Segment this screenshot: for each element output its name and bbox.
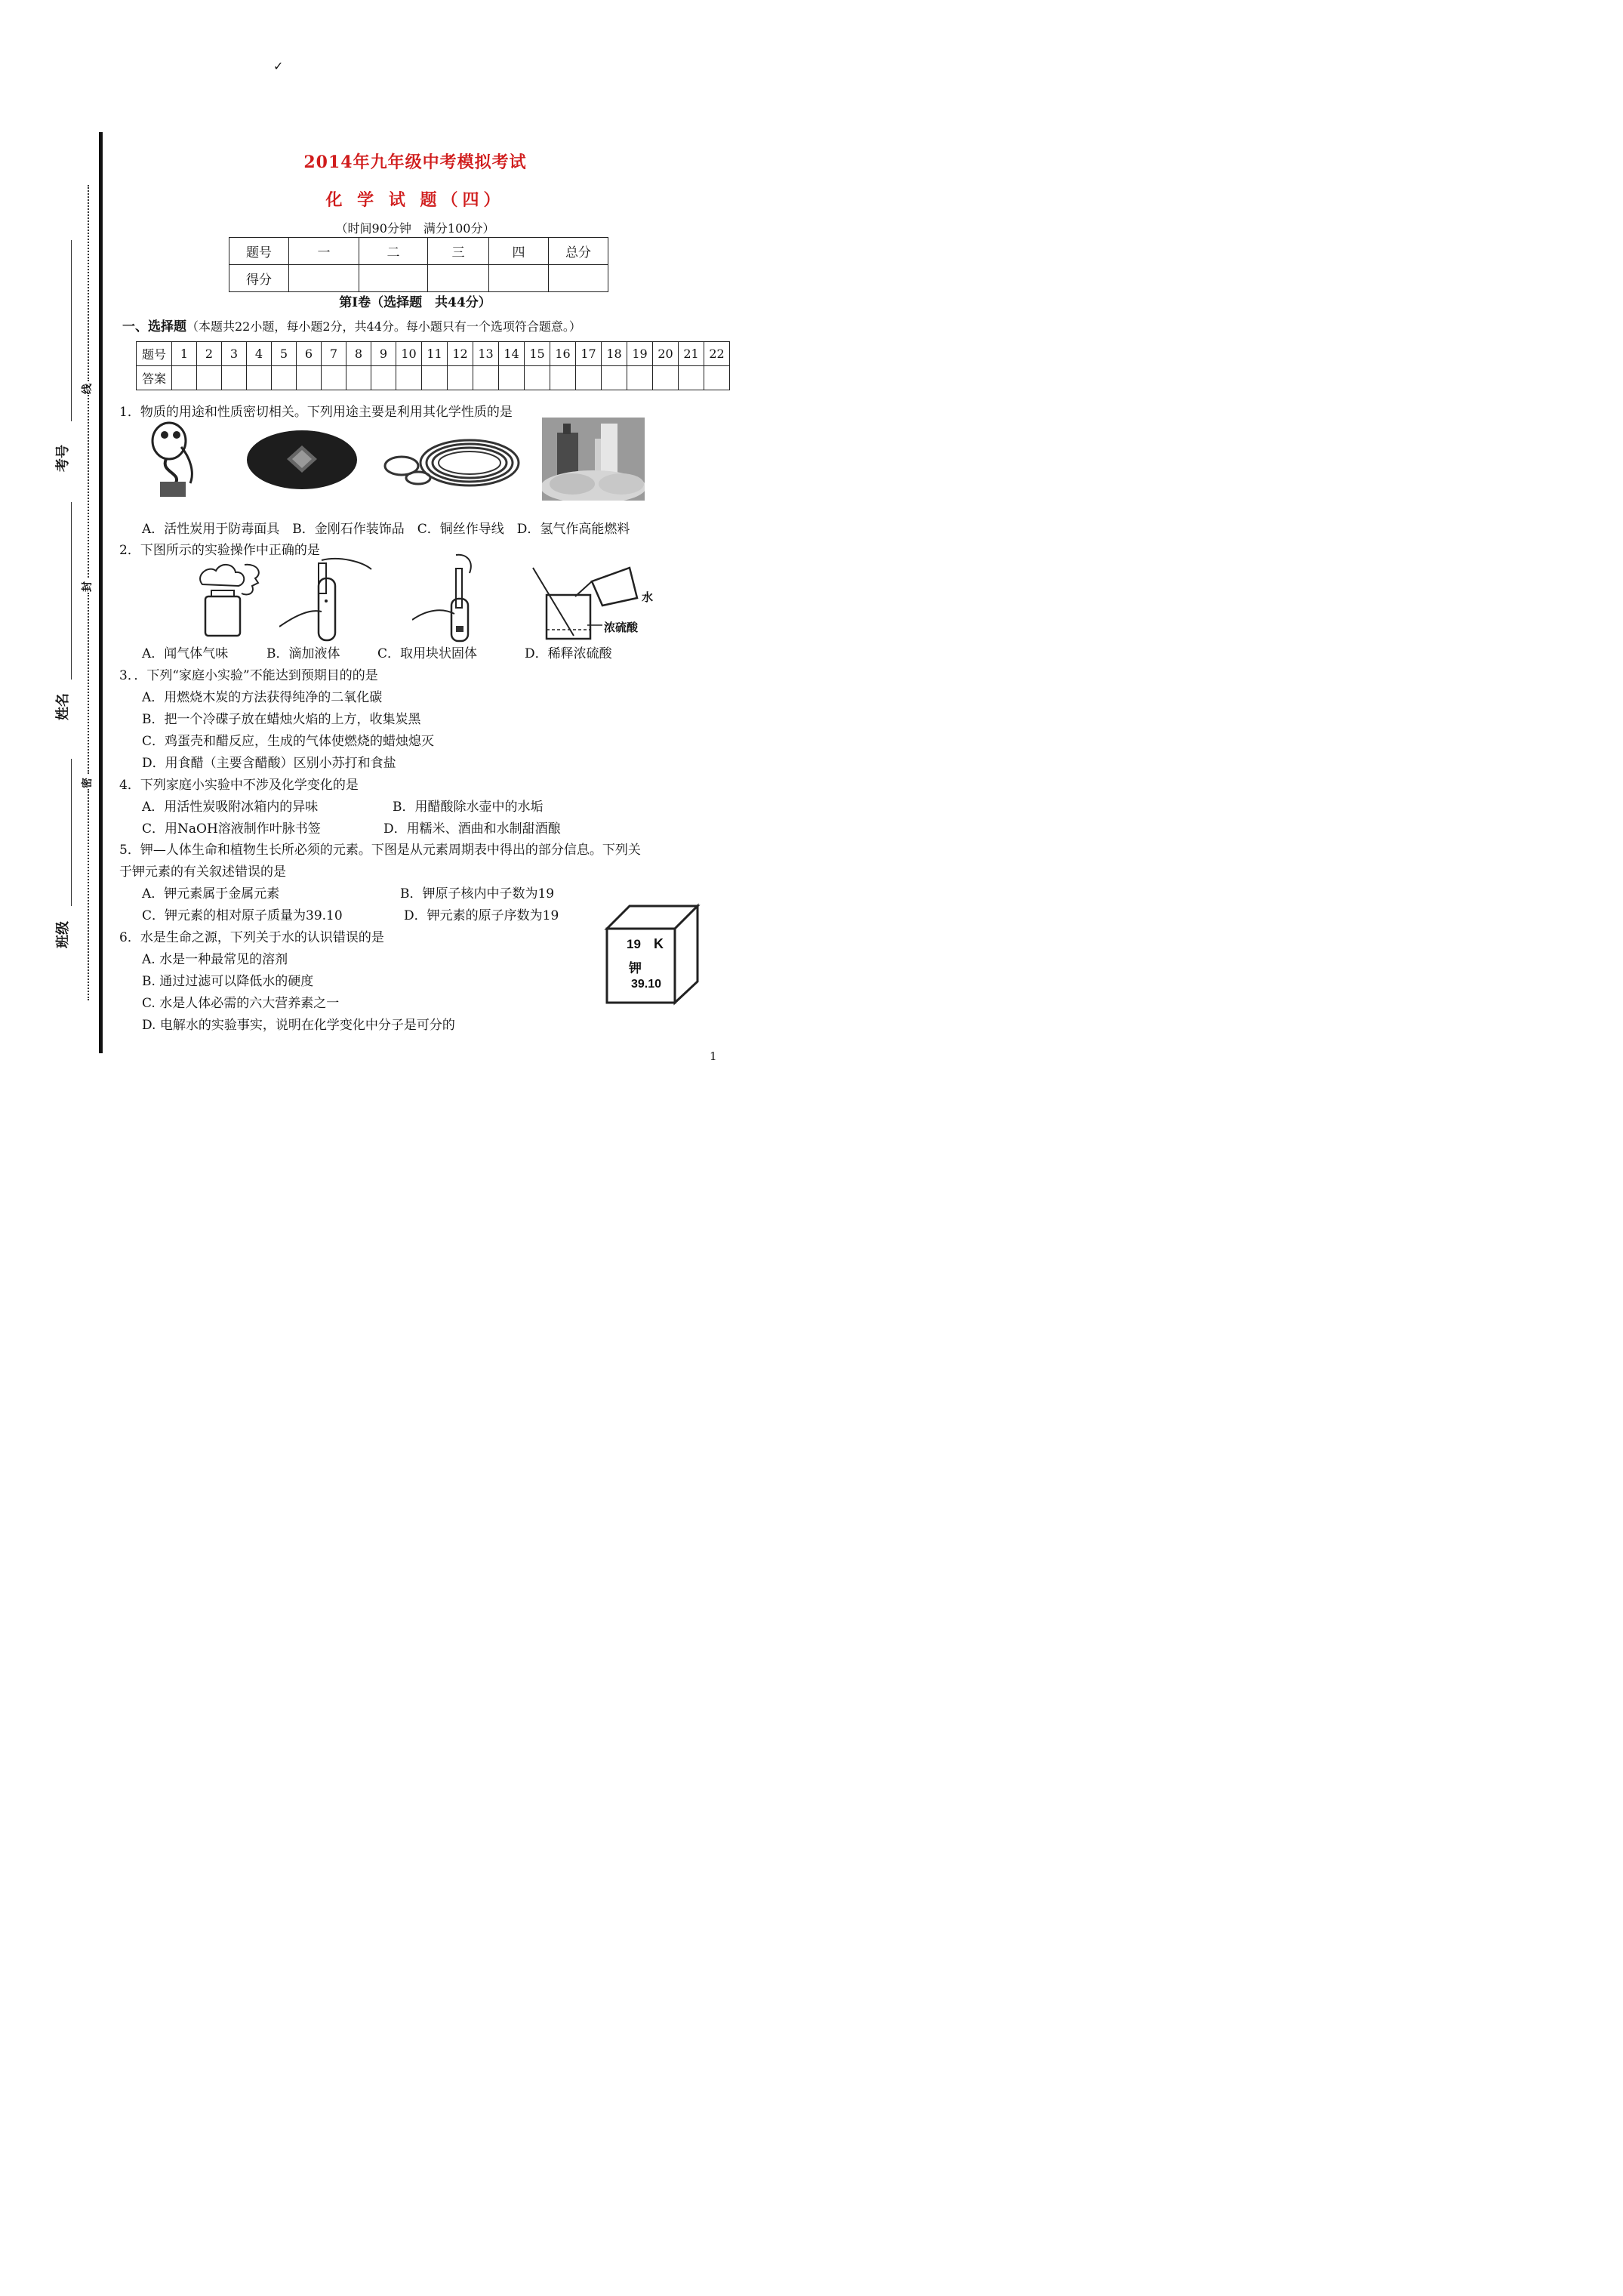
seal-char-mi: 密 bbox=[82, 778, 94, 788]
answer-input-cell[interactable] bbox=[525, 366, 550, 390]
binding-line bbox=[99, 132, 103, 1053]
answer-input-cell[interactable] bbox=[627, 366, 653, 390]
answer-input-cell[interactable] bbox=[297, 366, 322, 390]
page-number: 1 bbox=[710, 1049, 717, 1063]
answer-input-cell[interactable] bbox=[499, 366, 525, 390]
q5-stem-line2: 于钾元素的有关叙述错误的是 bbox=[119, 864, 286, 880]
answer-number-cell: 13 bbox=[473, 342, 499, 366]
answer-number-cell: 11 bbox=[422, 342, 448, 366]
answer-number-cell: 21 bbox=[679, 342, 704, 366]
q2-option-c: C．取用块状固体 bbox=[377, 646, 478, 661]
check-mark: ✓ bbox=[273, 59, 284, 73]
answer-number-cell: 10 bbox=[396, 342, 422, 366]
answer-number-cell: 19 bbox=[627, 342, 653, 366]
answer-input-cell[interactable] bbox=[422, 366, 448, 390]
answer-input-cell[interactable] bbox=[371, 366, 396, 390]
q4-option-b: B．用醋酸除水壶中的水垢 bbox=[393, 800, 544, 815]
q4-option-d: D．用糯米、酒曲和水制甜酒酿 bbox=[383, 821, 561, 837]
answer-input-cell[interactable] bbox=[272, 366, 297, 390]
q1-stem: 1．物质的用途和性质密切相关。下列用途主要是利用其化学性质的是 bbox=[119, 405, 513, 420]
copper-wire-image bbox=[379, 434, 522, 495]
score-input-cell[interactable] bbox=[489, 265, 549, 292]
q6-option-b: B. 通过过滤可以降低水的硬度 bbox=[142, 974, 314, 989]
answer-input-cell[interactable] bbox=[396, 366, 422, 390]
score-table bbox=[229, 237, 608, 292]
section1-heading: 一、选择题 bbox=[122, 319, 186, 334]
q3-stem: 3．．下列“家庭小实验”不能达到预期目的的是 bbox=[119, 668, 378, 683]
element-mass: 39.10 bbox=[631, 978, 662, 991]
answer-input-cell[interactable] bbox=[602, 366, 627, 390]
q5-option-d: D．钾元素的原子序数为19 bbox=[404, 908, 559, 923]
smell-gas-figure bbox=[195, 560, 270, 640]
answer-number-cell: 14 bbox=[499, 342, 525, 366]
exam-number-label: 考号 bbox=[55, 445, 71, 472]
q5-option-b: B．钾原子核内中子数为19 bbox=[400, 886, 555, 901]
answer-number-cell: 2 bbox=[197, 342, 222, 366]
q5-option-c: C．钾元素的相对原子质量为39.10 bbox=[142, 908, 343, 923]
dotted-seal-line bbox=[88, 185, 89, 381]
answer-input-cell[interactable] bbox=[473, 366, 499, 390]
part-title: 第Ⅰ卷（选择题 共44分） bbox=[339, 295, 491, 310]
answer-table bbox=[136, 341, 730, 390]
score-header-cell: 一 bbox=[289, 238, 359, 265]
exam-info: （时间90分钟 满分100分） bbox=[335, 221, 495, 236]
q4-stem: 4．下列家庭小实验中不涉及化学变化的是 bbox=[119, 778, 359, 793]
q6-option-c: C. 水是人体必需的六大营养素之一 bbox=[142, 996, 340, 1011]
score-header-cell: 题号 bbox=[229, 238, 289, 265]
answer-number-cell: 12 bbox=[448, 342, 473, 366]
element-symbol: K bbox=[654, 936, 664, 951]
score-header-cell: 二 bbox=[359, 238, 428, 265]
exam-subtitle: 化 学 试 题（四） bbox=[325, 190, 505, 210]
q1-options: A．活性炭用于防毒面具 B．金刚石作装饰品 C．铜丝作导线 D．氢气作高能燃料 bbox=[142, 522, 630, 537]
q2-option-b: B．滴加液体 bbox=[266, 646, 340, 661]
score-input-cell[interactable] bbox=[549, 265, 608, 292]
answer-number-cell: 4 bbox=[247, 342, 272, 366]
class-label: 班级 bbox=[55, 921, 71, 948]
q5-option-a: A．钾元素属于金属元素 bbox=[142, 886, 280, 901]
answer-input-cell[interactable] bbox=[172, 366, 197, 390]
answer-row-label: 题号 bbox=[137, 342, 172, 366]
dotted-seal-line bbox=[88, 593, 89, 774]
answer-input-cell[interactable] bbox=[247, 366, 272, 390]
answer-number-cell: 6 bbox=[297, 342, 322, 366]
name-field[interactable] bbox=[71, 502, 72, 680]
q3-option-b: B．把一个冷碟子放在蜡烛火焰的上方，收集炭黑 bbox=[142, 712, 421, 727]
q4-option-a: A．用活性炭吸附冰箱内的异味 bbox=[142, 800, 319, 815]
rocket-launch-image bbox=[542, 418, 645, 501]
answer-number-cell: 1 bbox=[172, 342, 197, 366]
answer-number-cell: 20 bbox=[653, 342, 679, 366]
section1-note: （本题共22小题，每小题2分，共44分。每小题只有一个选项符合题意。） bbox=[186, 319, 581, 334]
section1-header bbox=[122, 316, 581, 334]
answer-number-cell: 5 bbox=[272, 342, 297, 366]
answer-input-cell[interactable] bbox=[346, 366, 371, 390]
q2-option-d: D．稀释浓硫酸 bbox=[525, 646, 612, 661]
seal-char-xian: 线 bbox=[82, 384, 94, 394]
exam-number-field[interactable] bbox=[71, 240, 72, 421]
score-row-label: 得分 bbox=[229, 265, 289, 292]
answer-number-cell: 9 bbox=[371, 342, 396, 366]
score-header-cell: 三 bbox=[428, 238, 489, 265]
score-input-cell[interactable] bbox=[289, 265, 359, 292]
diamond-image bbox=[245, 429, 359, 491]
answer-input-cell[interactable] bbox=[704, 366, 730, 390]
answer-number-cell: 22 bbox=[704, 342, 730, 366]
q6-option-a: A. 水是一种最常见的溶剂 bbox=[142, 952, 288, 967]
fig-label-conc-acid: 浓硫酸 bbox=[604, 621, 639, 634]
class-field[interactable] bbox=[71, 759, 72, 906]
answer-input-cell[interactable] bbox=[679, 366, 704, 390]
answer-number-cell: 15 bbox=[525, 342, 550, 366]
element-number: 19 bbox=[627, 937, 641, 951]
exam-title: 2014年九年级中考模拟考试 bbox=[303, 153, 527, 172]
fig-label-water: 水 bbox=[642, 590, 654, 604]
q2-option-a: A．闻气体气味 bbox=[142, 646, 229, 661]
q2-stem: 2．下图所示的实验操作中正确的是 bbox=[119, 543, 320, 558]
gas-mask-image bbox=[145, 420, 198, 499]
answer-number-cell: 18 bbox=[602, 342, 627, 366]
q6-stem: 6．水是生命之源，下列关于水的认识错误的是 bbox=[119, 930, 384, 945]
name-label: 姓名 bbox=[55, 693, 71, 720]
score-input-cell[interactable] bbox=[359, 265, 428, 292]
dotted-seal-line bbox=[88, 789, 89, 1000]
element-name: 钾 bbox=[629, 961, 642, 976]
dotted-seal-line bbox=[88, 393, 89, 578]
q5-stem-line1: 5．钾—人体生命和植物生长所必须的元素。下图是从元素周期表中得出的部分信息。下列关 bbox=[119, 843, 641, 858]
q4-option-c: C．用NaOH溶液制作叶脉书签 bbox=[142, 821, 321, 837]
score-header-cell: 总分 bbox=[549, 238, 608, 265]
answer-number-cell: 7 bbox=[322, 342, 346, 366]
q6-option-d: D. 电解水的实验事实，说明在化学变化中分子是可分的 bbox=[142, 1018, 455, 1033]
answer-number-cell: 3 bbox=[222, 342, 247, 366]
solid-reagent-figure bbox=[412, 553, 495, 643]
q3-option-a: A．用燃烧木炭的方法获得纯净的二氧化碳 bbox=[142, 690, 383, 705]
drip-liquid-figure bbox=[279, 557, 374, 642]
answer-input-cell[interactable] bbox=[222, 366, 247, 390]
answer-number-cell: 8 bbox=[346, 342, 371, 366]
answer-row-label: 答案 bbox=[137, 366, 172, 390]
answer-input-cell[interactable] bbox=[550, 366, 576, 390]
q3-option-c: C．鸡蛋壳和醋反应，生成的气体使燃烧的蜡烛熄灭 bbox=[142, 734, 435, 749]
answer-input-cell[interactable] bbox=[576, 366, 602, 390]
score-header-cell: 四 bbox=[489, 238, 549, 265]
seal-char-feng: 封 bbox=[82, 581, 94, 592]
answer-input-cell[interactable] bbox=[448, 366, 473, 390]
q3-option-d: D．用食醋（主要含醋酸）区别小苏打和食盐 bbox=[142, 756, 396, 771]
answer-input-cell[interactable] bbox=[322, 366, 346, 390]
answer-number-cell: 17 bbox=[576, 342, 602, 366]
answer-input-cell[interactable] bbox=[653, 366, 679, 390]
answer-number-cell: 16 bbox=[550, 342, 576, 366]
answer-input-cell[interactable] bbox=[197, 366, 222, 390]
score-input-cell[interactable] bbox=[428, 265, 489, 292]
